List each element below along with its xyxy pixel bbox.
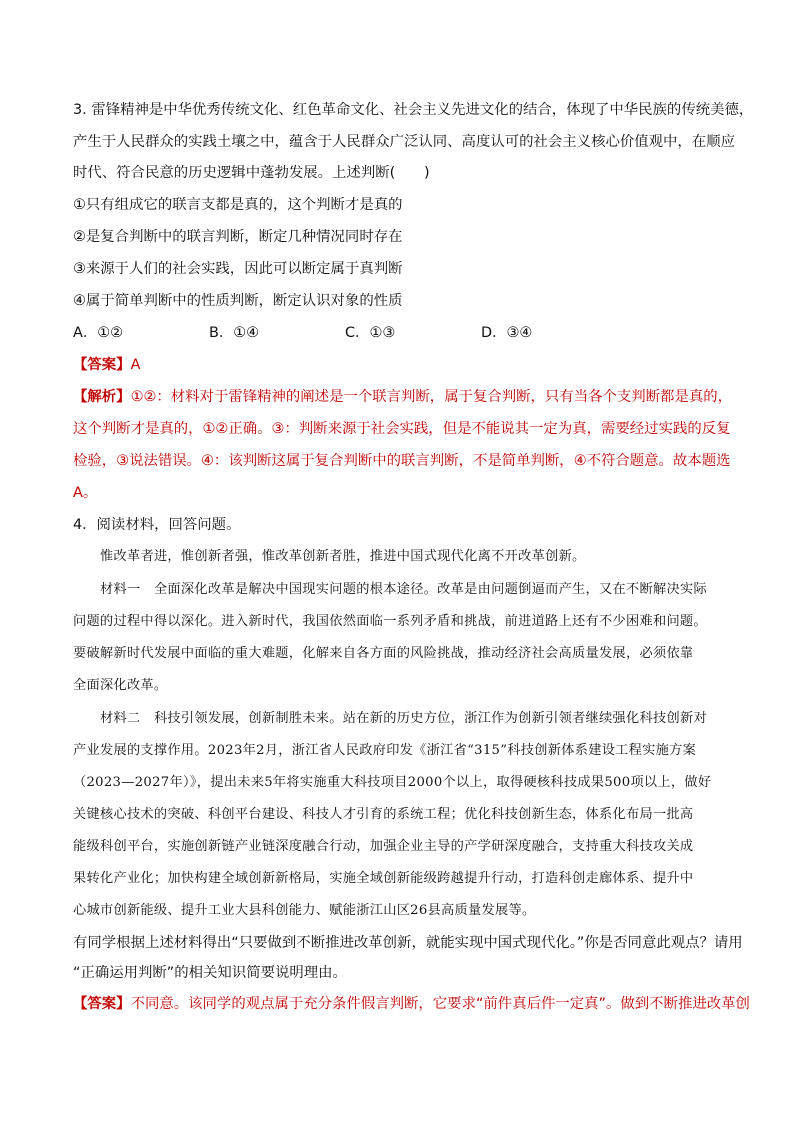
q4-material-2-line-6: 果转化产业化；加快构建全域创新新格局，实施全域创新能级跨越提升行动，打造科创走廊体系、提升中 bbox=[73, 871, 694, 886]
q3-analysis-text-1: ①②：材料对于雷锋精神的阐述是一个联言判断，属于复合判断，只有当各个支判断都是真的， bbox=[130, 389, 733, 405]
q3-options bbox=[73, 323, 754, 343]
q3-option-b: B．①④ bbox=[209, 325, 260, 341]
q4-material-2-line-5: 能级科创平台，实施创新链产业链深度融合行动，加强企业主导的产学研深度融合，支持重大科技攻关成 bbox=[73, 839, 694, 854]
q4-material-2-line-4: 关键核心技术的突破、科创平台建设、科技人才引育的系统工程；优化科技创新生态，体系化布局一批高 bbox=[73, 807, 694, 822]
q3-analysis-line-1 bbox=[73, 387, 754, 407]
q3-option-c: C．①③ bbox=[345, 325, 396, 341]
q4-material-1-line-3: 要破解新时代发展中面临的重大难题，化解来自各方面的风险挑战，推动经济社会高质量发展，必须依靠 bbox=[73, 646, 694, 661]
q4-material-2-line-1: 材料二 科技引领发展，创新制胜未来。站在新的历史方位，浙江作为创新引领者继续强化科技创新对 bbox=[100, 711, 707, 726]
q4-material-intro: 惟改革者进，惟创新者强，惟改革创新者胜，推进中国式现代化离不开改革创新。 bbox=[100, 549, 586, 564]
q3-analysis-tag: 【解析】 bbox=[73, 389, 131, 405]
q4-stem: 4．阅读材料，回答问题。 bbox=[73, 517, 241, 533]
q4-material-1-line-2: 问题的过程中得以深化。进入新时代，我国依然面临一系列矛盾和挑战，前进道路上还有不少困难和问题。 bbox=[73, 614, 707, 629]
q3-stem-line-1: 3. 雷锋精神是中华优秀传统文化、红色革命文化、社会主义先进文化的结合，体现了中华民族的传统美德， bbox=[73, 102, 754, 118]
q3-answer bbox=[73, 355, 754, 375]
q3-analysis-line-4: A。 bbox=[73, 485, 98, 501]
q4-question-line-2: “正确运用判断”的相关知识简要说明理由。 bbox=[73, 965, 347, 981]
q4-answer bbox=[73, 994, 754, 1014]
q3-analysis-line-2: 这个判断才是真的，①②正确。③：判断来源于社会实践，但是不能说其一定为真，需要经过实践的反复 bbox=[73, 421, 731, 437]
q3-statement-3: ③来源于人们的社会实践，因此可以断定属于真判断 bbox=[73, 261, 403, 277]
q3-option-d: D．③④ bbox=[481, 325, 533, 341]
q3-answer-tag: 【答案】 bbox=[73, 357, 131, 373]
q4-material-2-line-3: （2023—2027年）》，提出未来5年将实施重大科技项目2000个以上，取得硬核科技成果500项以上，做好 bbox=[73, 775, 712, 790]
q3-statement-4: ④属于简单判断中的性质判断，断定认识对象的性质 bbox=[73, 293, 403, 309]
q3-statement-1: ①只有组成它的联言支都是真的，这个判断才是真的 bbox=[73, 197, 403, 213]
q4-question-line-1: 有同学根据上述材料得出“只要做到不断推进改革创新，就能实现中国式现代化。”你是否同意此观点？请用 bbox=[73, 935, 743, 951]
q4-material-1-line-4: 全面深化改革。 bbox=[73, 678, 168, 693]
q4-answer-text: 不同意。该同学的观点属于充分条件假言判断，它要求“前件真后件一定真”。做到不断推进改革创 bbox=[130, 996, 750, 1012]
q3-analysis-line-3: 检验，③说法错误。④：该判断这属于复合判断中的联言判断，不是简单判断，④不符合题意。故本题选 bbox=[73, 453, 731, 469]
q3-option-a: A．①② bbox=[73, 325, 124, 341]
q4-material-2-line-7: 心城市创新能级、提升工业大县科创能力、赋能浙江山区26县高质量发展等。 bbox=[73, 903, 536, 918]
q3-answer-value: A bbox=[130, 357, 141, 373]
q3-stem-line-3: 时代、符合民意的历史逻辑中蓬勃发展。上述判断( ) bbox=[73, 165, 430, 181]
q3-statement-2: ②是复合判断中的联言判断，断定几种情况同时存在 bbox=[73, 229, 403, 245]
q4-material-2-line-2: 产业发展的支撑作用。2023年2月，浙江省人民政府印发《浙江省“315”科技创新体系建设工程实施方案 bbox=[73, 743, 697, 758]
q4-material-1-line-1: 材料一 全面深化改革是解决中国现实问题的根本途径。改革是由问题倒逼而产生，又在不断解决实际 bbox=[100, 582, 707, 597]
q3-stem-line-2: 产生于人民群众的实践土壤之中，蕴含于人民群众广泛认同、高度认可的社会主义核心价值观中，在顺应 bbox=[73, 134, 735, 150]
q4-answer-tag: 【答案】 bbox=[73, 996, 131, 1012]
